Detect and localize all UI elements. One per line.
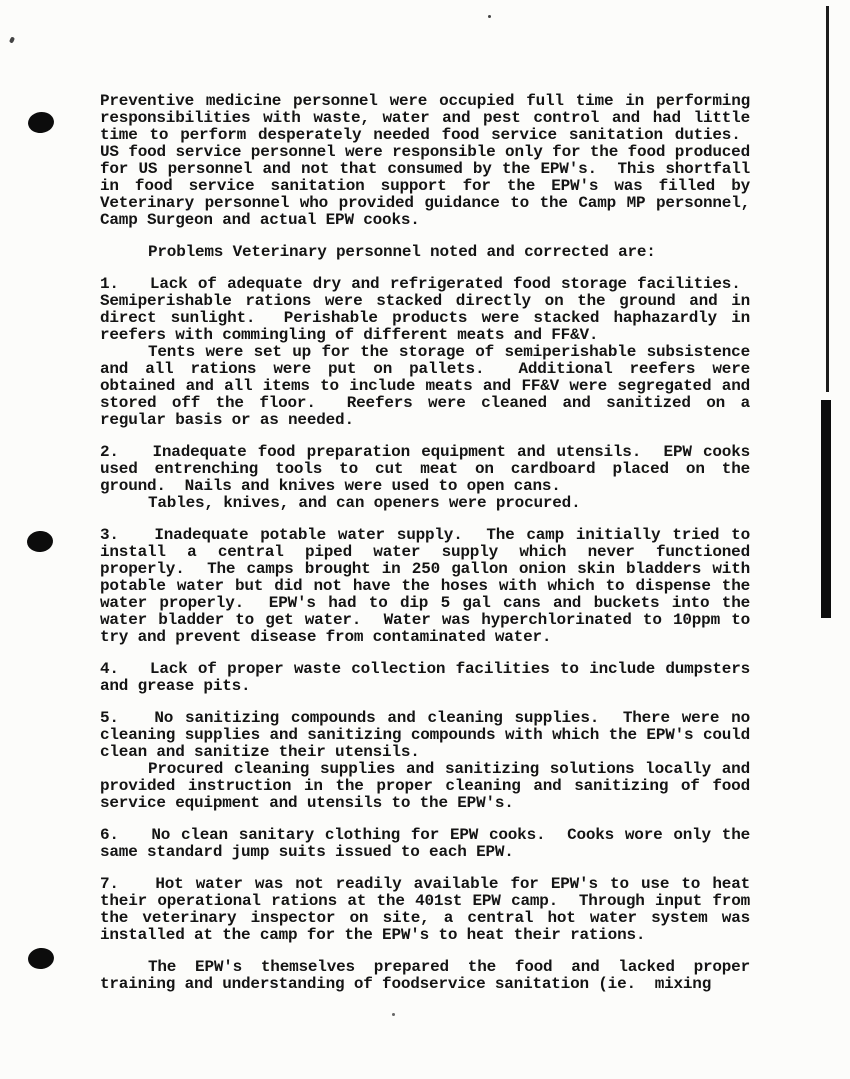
paragraph-item-5: 5. No sanitizing compounds and cleaning supplies. There were no cleaning supplies and sanitizing compounds with which the EPW's could clean and sanitize their utensils.: [100, 709, 750, 761]
paragraph-intro: Preventive medicine personnel were occupied full time in performing responsibilities with waste, water and pest control and had little time to perform desperately needed food service sanitation duties. US food service personnel were responsible only for the food produced for US personnel and not that consumed by the EPW's. This shortfall in food service sanitation support for the EPW's was filled by Veterinary personnel who provided guidance to the Camp MP personnel, Camp Surgeon and actual EPW cooks.: [100, 92, 750, 229]
document-body: [100, 93, 750, 993]
scan-speck: [488, 15, 491, 18]
paragraph-item-1: 1. Lack of adequate dry and refrigerated food storage facilities. Semiperishable rations were stacked directly on the ground and in direct sunlight. Perishable products were stacked haphazardly in reefers with commingling of different meats and FF&V.: [100, 275, 750, 344]
paragraph-item-2: 2. Inadequate food preparation equipment and utensils. EPW cooks used entrenching tools to cut meat on cardboard placed on the ground. Nails and knives were used to open cans.: [100, 443, 750, 495]
right-edge-scan-line: [826, 6, 829, 392]
scan-speck: [9, 36, 15, 43]
paragraph-problems-lead: Problems Veterinary personnel noted and corrected are:: [148, 243, 656, 261]
paragraph-item-7: 7. Hot water was not readily available for EPW's to use to heat their operational rations at the 401st EPW camp. Through input from the veterinary inspector on site, a central hot water system was installed at the camp for the EPW's to heat their rations.: [100, 875, 750, 944]
paragraph-item-6: 6. No clean sanitary clothing for EPW cooks. Cooks wore only the same standard jump suits issued to each EPW.: [100, 826, 750, 861]
paragraph-item-2-fix: Tables, knives, and can openers were procured.: [148, 494, 581, 512]
paragraph-item-1-fix: Tents were set up for the storage of semiperishable subsistence and all rations were put on pallets. Additional reefers were obtained and all items to include meats and FF&V were segregated and stored off the floor. Reefers were cleaned and sanitized on a regular basis or as needed.: [100, 343, 750, 429]
punch-hole-icon: [26, 530, 53, 553]
paragraph-item-4: 4. Lack of proper waste collection facilities to include dumpsters and grease pits.: [100, 660, 750, 695]
paragraph-item-3: 3. Inadequate potable water supply. The camp initially tried to install a central piped water supply which never functioned properly. The camps brought in 250 gallon onion skin bladders with potable water but did not have the hoses with which to dispense the water properly. EPW's had to dip 5 gal cans and buckets into the water bladder to get water. Water was hyperchlorinated to 10ppm to try and prevent disease from contaminated water.: [100, 526, 750, 646]
punch-hole-icon: [27, 947, 55, 971]
punch-hole-icon: [27, 110, 56, 134]
scan-speck: [392, 1013, 395, 1016]
paragraph-item-5-fix: Procured cleaning supplies and sanitizing solutions locally and provided instruction in the proper cleaning and sanitizing of food service equipment and utensils to the EPW's.: [100, 760, 750, 812]
paragraph-closing: The EPW's themselves prepared the food and lacked proper training and understanding of foodservice sanitation (ie. mixing: [100, 958, 750, 993]
right-edge-scan-bar: [821, 400, 831, 618]
